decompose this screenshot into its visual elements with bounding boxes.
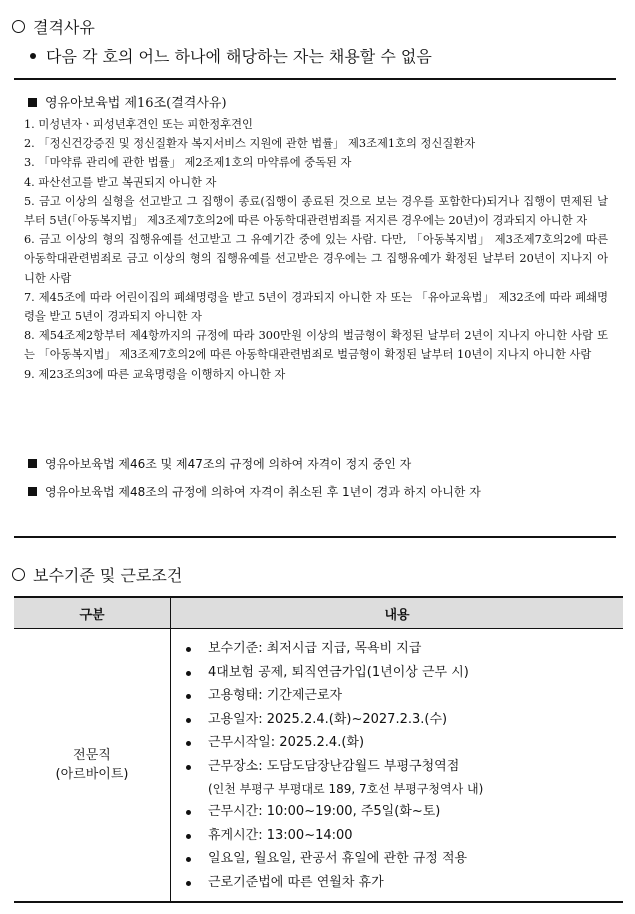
law-heading-text: 영유아보육법 제16조(결격사유) xyxy=(45,96,227,111)
section-title-disqualification xyxy=(12,15,95,38)
item-text: 휴게시간: 13:00~14:00 xyxy=(208,827,353,843)
item-text: 근무시간: 10:00~19:00, 주5일(화~토) xyxy=(208,804,441,819)
bullet-icon xyxy=(186,694,191,699)
section-title-text: 결격사유 xyxy=(33,18,95,37)
list-item: 1. 미성년자ㆍ피성년후견인 또는 피한정후견인 xyxy=(24,118,253,131)
disqualification-list xyxy=(24,115,608,384)
conditions-table xyxy=(14,596,623,903)
category-line2: (아르바이트) xyxy=(55,767,129,782)
category-cell xyxy=(14,629,171,903)
bullet-icon xyxy=(30,53,36,59)
square-bullet-icon xyxy=(28,487,37,496)
table-header-row xyxy=(14,597,623,629)
list-item xyxy=(184,800,622,824)
notice-line xyxy=(30,44,432,67)
table-row xyxy=(14,629,623,903)
extra-text: 영유아보육법 제48조의 규정에 의하여 자격이 취소된 후 1년이 경과 하지 아니한 자 xyxy=(45,485,481,499)
bullet-icon xyxy=(186,741,191,746)
header-content: 내용 xyxy=(171,597,624,629)
section-title-conditions xyxy=(12,563,182,586)
bullet-icon xyxy=(186,718,191,723)
item-text: 4대보험 공제, 퇴직연금가입(1년이상 근무 시) xyxy=(208,664,469,680)
bullet-icon xyxy=(186,810,191,815)
extra-condition-revoked xyxy=(28,480,608,505)
list-item xyxy=(184,755,622,779)
bullet-icon xyxy=(186,834,191,839)
list-item xyxy=(184,637,622,661)
bullet-icon xyxy=(186,857,191,862)
circle-icon xyxy=(12,568,25,581)
extra-condition-suspended xyxy=(28,452,608,477)
list-item xyxy=(184,684,622,708)
bullet-icon xyxy=(186,671,191,676)
list-item: 7. 제45조에 따라 어린이집의 폐쇄명령을 받고 5년이 경과되지 아니한 자 또는 「유아교육법」 제32조에 따라 폐쇄명령을 받고 5년이 경과되지 아니한 자 xyxy=(24,290,608,324)
item-text: 고용일자: 2025.2.4.(화)~2027.2.3.(수) xyxy=(208,711,448,727)
divider-bottom xyxy=(14,536,616,538)
header-category: 구분 xyxy=(14,597,171,629)
list-item: 4. 파산선고를 받고 복권되지 아니한 자 xyxy=(24,175,217,189)
list-item: 9. 제23조의3에 따른 교육명령을 이행하지 아니한 자 xyxy=(24,367,286,381)
address-line: (인천 부평구 부평대로 189, 7호선 부평구청역사 내) xyxy=(208,782,484,796)
list-item xyxy=(184,871,622,895)
bullet-icon xyxy=(186,647,191,652)
list-item: 3. 「마약류 관리에 관한 법률」 제2조제1호의 마약류에 중독된 자 xyxy=(24,156,352,170)
bullet-icon xyxy=(186,765,191,770)
list-item xyxy=(184,661,622,685)
square-bullet-icon xyxy=(28,459,37,468)
bullet-icon xyxy=(186,881,191,886)
item-text: 근로기준법에 따른 연월차 휴가 xyxy=(208,874,384,890)
list-item xyxy=(184,731,622,755)
item-text: 근무장소: 도담도담장난감월드 부평구청역점 xyxy=(208,758,460,774)
list-item: 2. 「정신건강증진 및 정신질환자 복지서비스 지원에 관한 법률」 제3조제1호의 정신질환자 xyxy=(24,137,476,151)
item-text: 보수기준: 최저시급 지급, 목욕비 지급 xyxy=(208,641,422,656)
circle-icon xyxy=(12,20,25,33)
conditions-list xyxy=(172,630,622,900)
list-item: 8. 제54조제2항부터 제4항까지의 규정에 따라 300만원 이상의 벌금형이 확정된 날부터 2년이 지나지 아니한 사람 또는 「아동복지법」 제3조제7호의2에 따른 아동학대관련범죄로 벌금형이 확정된 날부터 10년이 지나지 아니한 사람 xyxy=(24,329,608,362)
square-bullet-icon xyxy=(28,98,37,107)
item-text: 근무시작일: 2025.2.4.(화) xyxy=(208,735,365,750)
item-text: 고용형태: 기간제근로자 xyxy=(208,688,343,703)
section-title-text: 보수기준 및 근로조건 xyxy=(33,566,183,585)
item-text: 일요일, 월요일, 관공서 휴일에 관한 규정 적용 xyxy=(208,851,468,866)
category-line1: 전문직 xyxy=(73,748,111,763)
law-heading xyxy=(28,92,227,111)
list-item: 6. 금고 이상의 형의 집행유예를 선고받고 그 유예기간 중에 있는 사람. 다만, 「아동복지법」 제3조제7호의2에 따른 아동학대관련범죄로 금고 이상의 형의 집행유예를 선고받은 경우에는 그 집행유예가 확정된 날부터 20년이 지나지 아니한 사람 xyxy=(24,233,608,285)
notice-text: 다음 각 호의 어느 하나에 해당하는 자는 채용할 수 없음 xyxy=(46,47,432,66)
list-item xyxy=(184,824,622,848)
list-item xyxy=(184,847,622,871)
content-cell xyxy=(171,629,624,903)
list-item xyxy=(184,708,622,732)
list-item: 5. 금고 이상의 실형을 선고받고 그 집행이 종료(집행이 종료된 것으로 보는 경우를 포함한다)되거나 집행이 면제된 날부터 5년(「아동복지법」 제3조제7호의2에 따른 아동학대관련범죄를 저지른 경우에는 20년)이 경과되지 아니한 자 xyxy=(24,194,608,228)
extra-text: 영유아보육법 제46조 및 제47조의 규정에 의하여 자격이 정지 중인 자 xyxy=(45,457,412,471)
divider-top xyxy=(14,78,616,80)
